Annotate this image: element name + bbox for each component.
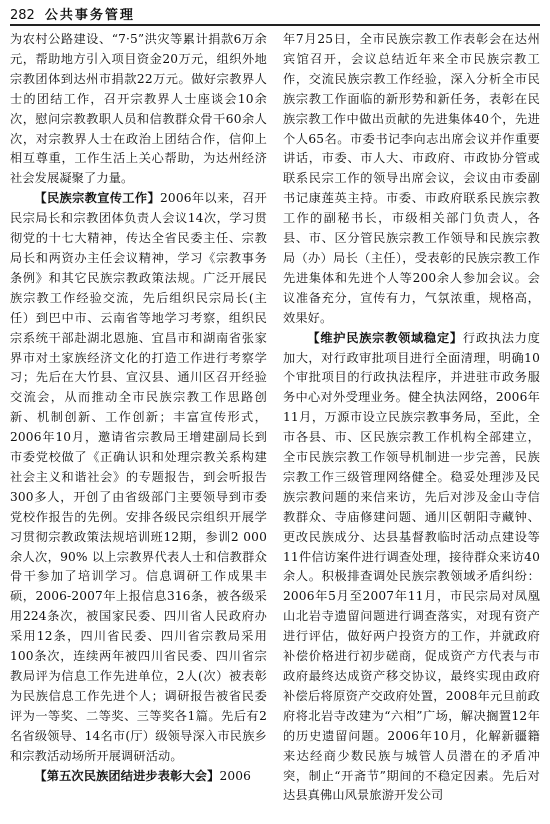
paragraph-body: 行政执法力度加大，对行政审批项目进行全面清理，明确10个审批项目的行政执法程序，并进驻市政务服务中心对外受理业务。健全执法网络，2006年11月，万源市设立民族宗教事务局，至此，全市各县、市、区民族宗教工作机构全部建立，全市民族宗教工作领导机制进一步完善，民族宗教工作三级管理网络健全。稳妥处理涉及民族宗教问题的来信来访，先后对涉及金山寺信教群众、寺庙修建问题、通川区朝阳寺藏钟、更改民族成分、达县基督教临时活动点建设等11件信访案件进行调查处理，接待群众来访40余人。积极排查调处民族宗教领域矛盾纠纷：2006年5月至2007年11月，市民宗局对凤凰山北岩寺遗留问题进行调查落实，对现有资产进行评估，做好两户投资方的工作，并就政府补偿价格进行初步磋商，促成资产方代表与市政府最终达成资产移交协议，最终实现由政府补偿后将原资产交政府处置，2008年元旦前政府将北岩寺改建为“六相”广场，解决搁置12年的历史遗留问题。2006年10月，化解新疆籍来达经商少数民族与城管人员潜在的矛盾冲突，制止“开斋节”期间的不稳定因素。先后对达县真佛山风景旅游开发公司: [283, 330, 540, 803]
left-column: [10, 30, 267, 806]
paragraph: [10, 767, 267, 787]
page-number: 282: [10, 8, 35, 23]
paragraph: [283, 329, 540, 807]
paragraph-body: 2006: [219, 768, 252, 783]
section-heading: 【第五次民族团结进步表彰大会】: [34, 768, 220, 783]
page-header: [10, 6, 540, 26]
book-title: 公共事务管理: [44, 8, 135, 23]
text-columns: [10, 30, 540, 806]
paragraph: 年7月25日，全市民族宗教工作表彰会在达州宾馆召开，会议总结近年来全市民族宗教工作，交流民族宗教工作经验，深入分析全市民族宗教工作面临的新形势和新任务，表彰在民族宗教工作中做出贡献的先进集体40个，先进个人65名。市委书记李向志出席会议并作重要讲话，市委、市人大、市政府、市政协分管或联系民宗工作的领导出席会议，会议由市委副书记康莲英主持。市委、市政府联系民族宗教工作的副秘书长，市级相关部门负责人，各县、市、区分管民族宗教工作领导和民族宗教局（办）局长（主任），受表彰的民族宗教工作先进集体和先进个人等200余人参加会议。会议准备充分，宣传有力，气氛浓重，规格高，效果好。: [283, 32, 540, 325]
paragraph: [10, 189, 267, 766]
right-column: [283, 30, 540, 806]
paragraph-body: 2006年以来，召开民宗局长和宗教团体负责人会议14次，学习贯彻党的十七大精神，传达全省民委主任、宗教局长和两资办主任会议精神，学习《宗教事务条例》和其它民族宗教政策法规。广泛开展民族宗教工作经验交流，先后组织民宗局长(主任）到巴中市、云南省等地学习考察，组织民宗系统干部赴湖北恩施、宜昌市和湖南省张家界市对土家族经济文化的打造工作进行考察学习；先后在大竹县、宣汉县、通川区召开经验交流会，从而推动全市民族宗教工作思路创新、机制创新、工作创新；丰富宣传形式，2006年10月，邀请省宗教局王增建副局长到市委党校做了《正确认识和处理宗教关系构建社会主义和谐社会》的专题报告，到会听报告300多人，开创了由省级部门主要领导到市委党校作报告的先例。安排各级民宗组织开展学习贯彻宗教政策法规培训班12期，参训2 000余人次，90% 以上宗教界代表人士和信教群众骨干参加了培训学习。信息调研工作成果丰硕，2006-2007年上报信息316条，被各级采用224条次，被国家民委、四川省人民政府办采用12条，四川省民委、四川省宗教局采用100条次，连续两年被四川省民委、四川省宗教局评为信息工作先进单位，2人(次）被表彰为民族信息工作先进个人；调研报告被省民委评为一等奖、二等奖、三等奖各1篇。先后有2名省级领导、14名市(厅）级领导深入市民族乡和宗教活动场所开展调研活动。: [10, 191, 267, 763]
paragraph: 为农村公路建设、“7·5”洪灾等累计捐款6万余元，帮助地方引入项目资金20万元，组织外地宗教团体到达州市捐款22万元。做好宗教界人士的团结工作，召开宗教界人士座谈会10余次，慰问宗教教职人员和信教群众骨干60余人次，对宗教界人士在政治上团结合作，信仰上相互尊重，工作生活上关心帮助，为达州经济社会发展凝聚了力量。: [10, 32, 267, 186]
section-heading: 【民族宗教宣传工作】: [34, 191, 161, 206]
section-heading: 【维护民族宗教领域稳定】: [307, 330, 463, 345]
